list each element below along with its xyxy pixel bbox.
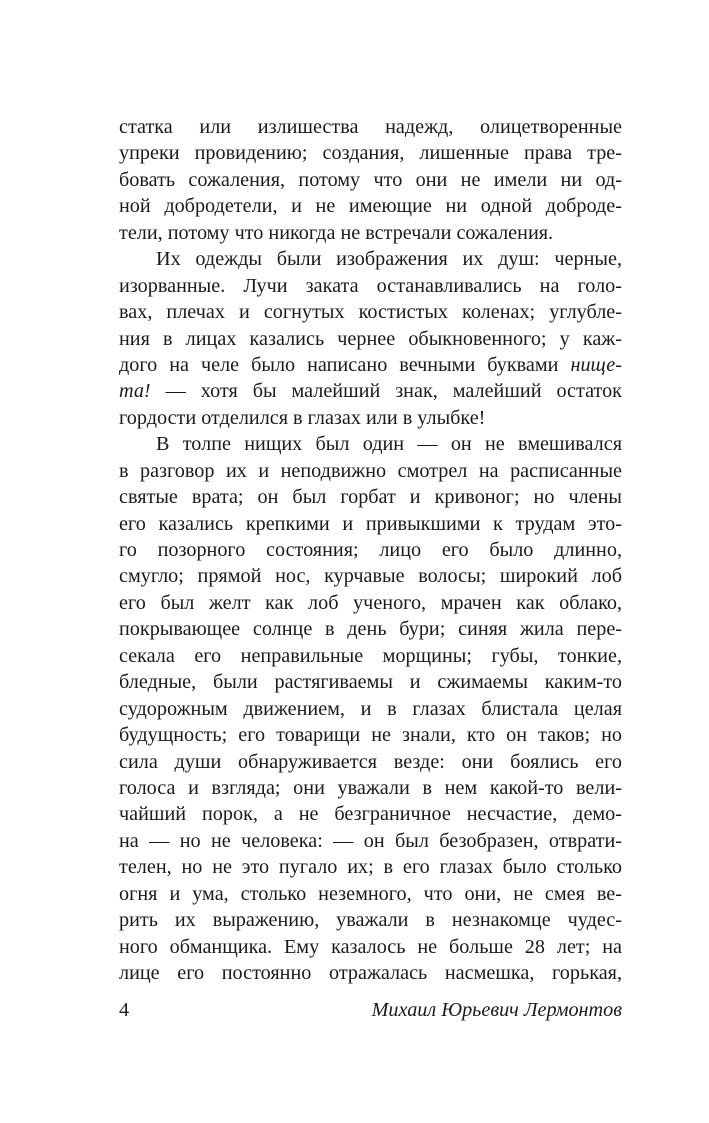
text-line: лице его постоянно отражалась насмешка, горькая,	[119, 962, 622, 984]
text-line: В толпе нищих был один — он не вмешивался	[156, 433, 622, 456]
text-line: вах, плечах и согнутых костистых коленах; углубле-	[119, 301, 622, 324]
text-line	[119, 378, 622, 404]
text-line: огня и ума, столько неземного, что они, не смея ве-	[119, 882, 622, 905]
running-header-author: Михаил Юрьевич Лермонтов	[371, 999, 622, 1021]
italic-word: нище-	[570, 353, 622, 376]
text-line: судорожным движением, и в глазах блистала целая	[119, 697, 622, 720]
text-line: в разговор их и неподвижно смотрел на расписанные	[119, 459, 622, 482]
text-line: секала его неправильные морщины; губы, тонкие,	[119, 644, 622, 667]
text-line: изорванные. Лучи заката останавливались на голо-	[119, 274, 622, 297]
text-line: го позорного состояния; лицо его было длинно,	[119, 539, 622, 561]
italic-word: та!	[119, 380, 151, 403]
text-line: статка или излишества надежд, олицетворенные	[119, 116, 622, 138]
text-line: сила души обнаруживается везде: они боялись его	[119, 750, 622, 773]
text-line: будущность; его товарищи не знали, кто он таков; но	[119, 724, 622, 747]
text-line: гордости отделился в глазах или в улыбке!	[119, 406, 486, 429]
body-text	[119, 114, 622, 986]
text-line: Их одежды были изображения их душ: черные,	[156, 248, 622, 271]
text-line: упреки провидению; создания, лишенные права тре-	[119, 142, 622, 165]
text-line: бовать сожаления, потому что они не имели ни од-	[119, 168, 622, 191]
page-footer	[119, 996, 622, 1024]
text-line: рить их выражению, уважали в незнакомце чудес-	[119, 909, 622, 932]
text-segment: — хотя бы малейший знак, малейший остаток	[150, 380, 622, 403]
text-line: его был желт как лоб ученого, мрачен как облако,	[119, 591, 622, 614]
text-line	[119, 352, 622, 378]
text-line: ния в лицах казались чернее обыкновенного; у каж-	[119, 327, 622, 350]
page-number: 4	[119, 999, 130, 1021]
text-line: покрывающее солнце в день бури; синяя жила пере-	[119, 618, 622, 641]
text-line: ной добродетели, и не имеющие ни одной доброде-	[119, 195, 622, 218]
text-segment: дого на челе было написано вечными буквами	[119, 353, 571, 376]
text-line: голоса и взгляда; они уважали в нем какой-то вели-	[119, 776, 622, 799]
text-line: на — но не человека: — он был безобразен, отврати-	[119, 829, 622, 852]
text-line: чайший порок, а не безграничное несчастие, демо-	[119, 803, 622, 826]
text-line: ного обманщика. Ему казалось не больше 28 лет; на	[119, 935, 622, 958]
text-line: бледные, были растягиваемы и сжимаемы каким-то	[119, 671, 622, 694]
text-line: тели, потому что никогда не встречали сожаления.	[119, 221, 554, 244]
text-line: святые врата; он был горбат и кривоног; но члены	[119, 486, 622, 509]
text-line: телен, но не это пугало их; в его глазах было столько	[119, 856, 622, 879]
text-line: смугло; прямой нос, курчавые волосы; широкий лоб	[119, 565, 622, 588]
text-line: его казались крепкими и привыкшими к трудам это-	[119, 512, 622, 535]
